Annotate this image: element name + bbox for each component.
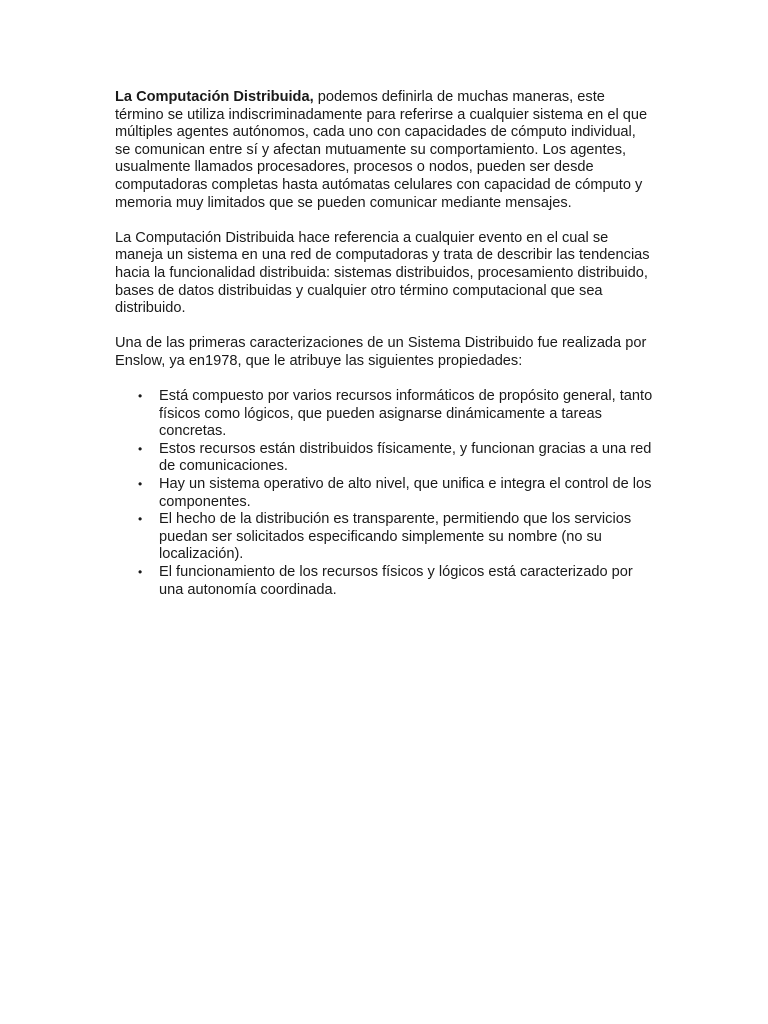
list-item-text: Está compuesto por varios recursos informáticos de propósito general, tanto físicos como lógicos, que pueden asignarse dinámicamente a tareas concretas. — [159, 388, 653, 440]
bullet-icon: • — [138, 565, 143, 580]
paragraph-enslow: Una de las primeras caracterizaciones de un Sistema Distribuido fue realizada por Enslow, ya en1978, que le atribuye las siguientes propiedades: — [115, 335, 647, 369]
list-item-text: Hay un sistema operativo de alto nivel, que unifica e integra el control de los componentes. — [159, 476, 652, 510]
intro-bold-term: La Computación Distribuida, — [115, 89, 314, 105]
list-item-text: El hecho de la distribución es transparente, permitiendo que los servicios puedan ser solicitados especificando simplemente su nombre (no su localización). — [159, 511, 632, 563]
list-item — [115, 564, 655, 599]
document-page — [115, 89, 655, 599]
intro-text: podemos definirla de muchas maneras, este término se utiliza indiscriminadamente para referirse a cualquier sistema en el que múltiples agentes autónomos, cada uno con capacidades de cómputo individual, se comunican entre sí y afectan mutuamente su comportamiento. Los agentes, usualmente llamados procesadores, procesos o nodos, pueden ser desde computadoras completas hasta autómatas celulares con capacidad de cómputo y memoria muy limitados que se pueden comunicar mediante mensajes. — [115, 89, 648, 211]
list-item — [115, 511, 655, 564]
bullet-icon: • — [138, 389, 143, 404]
paragraph-intro — [115, 89, 655, 212]
list-item — [115, 476, 655, 511]
list-item — [115, 388, 655, 441]
list-item — [115, 441, 655, 476]
list-item-text: Estos recursos están distribuidos físicamente, y funcionan gracias a una red de comunicaciones. — [159, 440, 652, 475]
bullet-icon: • — [138, 477, 143, 492]
paragraph-definition: La Computación Distribuida hace referencia a cualquier evento en el cual se maneja un sistema en una red de computadoras y trata de describir las tendencias hacia la funcionalidad distribuida: sistemas distribuidos, procesamiento distribuido, bases de datos distribuidas y cualquier otro término computacional que sea distribuido. — [115, 229, 650, 317]
bullet-icon: • — [138, 441, 143, 456]
properties-list — [115, 388, 655, 599]
list-item-text: El funcionamiento de los recursos físicos y lógicos está caracterizado por una autonomía coordinada. — [159, 564, 633, 598]
bullet-icon: • — [138, 512, 143, 527]
